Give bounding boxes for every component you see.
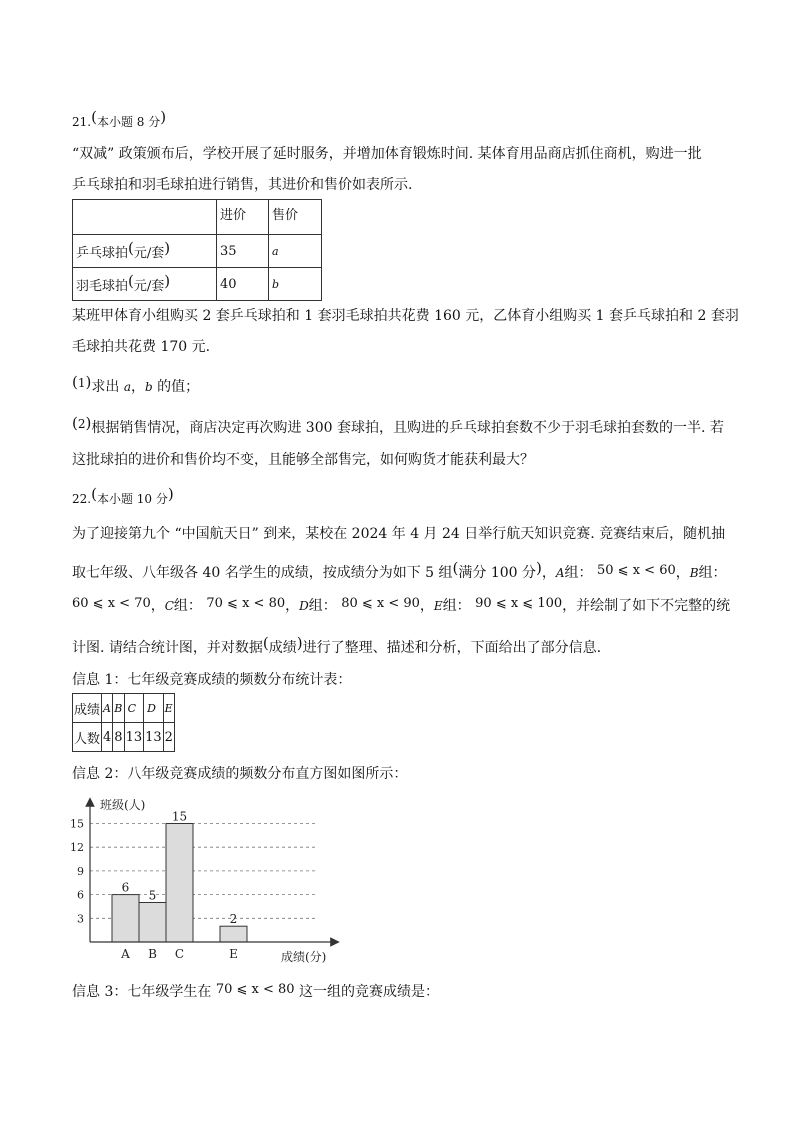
data-label-C: 15: [171, 809, 188, 824]
q22-info-2: 信息 2：八年级竞赛成绩的频数分布直方图如图所示：: [72, 766, 408, 782]
q22-heading: 22.(本小题 10 分): [72, 485, 174, 506]
price-table-corner: [73, 200, 217, 235]
freq-table-header-score: 成绩: [73, 694, 102, 723]
freq-table-row-label: 人数: [73, 723, 102, 752]
price-table-row2-price: b: [269, 268, 322, 301]
category-label-E: E: [229, 947, 238, 961]
price-table-row1-name: 乒乓球拍(元/套): [73, 235, 217, 268]
q21-paragraph-4: 毛球拍共花费 170 元.: [72, 339, 211, 355]
y-tick-label-9: 9: [77, 864, 84, 878]
bar-A: [112, 895, 139, 942]
bar-B: [139, 903, 166, 943]
data-label-A: 6: [121, 880, 130, 895]
q21-paragraph-1: “双减” 政策颁布后，学校开展了延时服务，并增加体育锻炼时间. 某体育用品商店抓住商机，购进一批: [72, 146, 702, 162]
q21-points: 本小题 8 分: [96, 115, 161, 129]
q21-paragraph-2: 乒乓球拍和羽毛球拍进行销售，其进价和售价如表所示.: [72, 177, 413, 193]
freq-table-header-b: B: [113, 694, 124, 723]
freq-table-value-d: 13: [144, 723, 164, 752]
price-table: [72, 199, 322, 301]
category-label-C: C: [174, 947, 185, 961]
y-tick-label-3: 3: [77, 912, 84, 926]
y-tick-label-6: 6: [77, 888, 84, 902]
grade8-histogram: [60, 790, 350, 970]
data-label-E: 2: [229, 912, 238, 927]
bar-E: [220, 926, 247, 942]
q21-sub2-line2: 这批球拍的进价和售价均不变，且能够全部售完，如何购货才能获利最大？: [72, 452, 534, 468]
q21-number: 21.: [72, 115, 92, 129]
freq-table-header-e: E: [163, 694, 174, 723]
grade7-frequency-table: [72, 693, 175, 752]
category-label-A: A: [121, 947, 130, 961]
freq-table-header-c: C: [124, 694, 144, 723]
q22-paragraph-4: 计图. 请结合统计图，并对数据(成绩)进行了整理、描述和分析，下面给出了部分信息.: [72, 634, 602, 656]
freq-table-header-a: A: [102, 694, 113, 723]
q22-paragraph-1: 为了迎接第九个 “中国航天日” 到来，某校在 2024 年 4 月 24 日举行航天知识竞赛. 竞赛结束后，随机抽: [72, 526, 726, 542]
bar-C: [166, 824, 193, 943]
q22-points: 本小题 10 分: [96, 492, 168, 506]
y-tick-label-15: 15: [70, 817, 84, 831]
q22-info-3: 信息 3：七年级学生在 70 ⩽ x < 80 这一组的竞赛成绩是：: [72, 982, 439, 1000]
x-axis-label: 成绩(分): [281, 950, 327, 964]
price-table-row1-cost: 35: [217, 235, 269, 268]
y-axis-label: 班级(人): [100, 798, 146, 812]
price-table-header-cost: 进价: [217, 200, 269, 235]
q21-paragraph-3: 某班甲体育小组购买 2 套乒乓球拍和 1 套羽毛球拍共花费 160 元，乙体育小组购买 1 套乒乓球拍和 2 套羽: [72, 308, 739, 324]
q21-sub1: (1)求出 a，b 的值；: [72, 373, 200, 395]
freq-table-header-d: D: [144, 694, 164, 723]
q22-paragraph-3: 60 ⩽ x < 70，C组： 70 ⩽ x < 80，D组： 80 ⩽ x < 90，E组： 90 ⩽ x ⩽ 100，并绘制了如下不完整的统: [72, 596, 731, 614]
freq-table-value-b: 8: [113, 723, 124, 752]
category-label-B: B: [148, 947, 157, 961]
q22-info-1: 信息 1：七年级竞赛成绩的频数分布统计表：: [72, 672, 352, 688]
data-label-B: 5: [148, 888, 157, 903]
q21-heading: 21.(本小题 8 分): [72, 108, 167, 129]
price-table-row2-cost: 40: [217, 268, 269, 301]
q22-number: 22.: [72, 492, 92, 506]
price-table-row1-price: a: [269, 235, 322, 268]
freq-table-value-e: 2: [163, 723, 174, 752]
q21-sub2-line1: (2)根据销售情况，商店决定再次购进 300 套球拍，且购进的乒乓球拍套数不少于羽毛球拍套数的一半. 若: [72, 414, 724, 436]
y-tick-label-12: 12: [70, 841, 84, 855]
price-table-row2-name: 羽毛球拍(元/套): [73, 268, 217, 301]
price-table-header-price: 售价: [269, 200, 322, 235]
q22-paragraph-2: 取七年级、八年级各 40 名学生的成绩，按成绩分为如下 5 组(满分 100 分)，A组： 50 ⩽ x < 60，B组：: [72, 559, 727, 581]
freq-table-value-a: 4: [102, 723, 113, 752]
freq-table-value-c: 13: [124, 723, 144, 752]
